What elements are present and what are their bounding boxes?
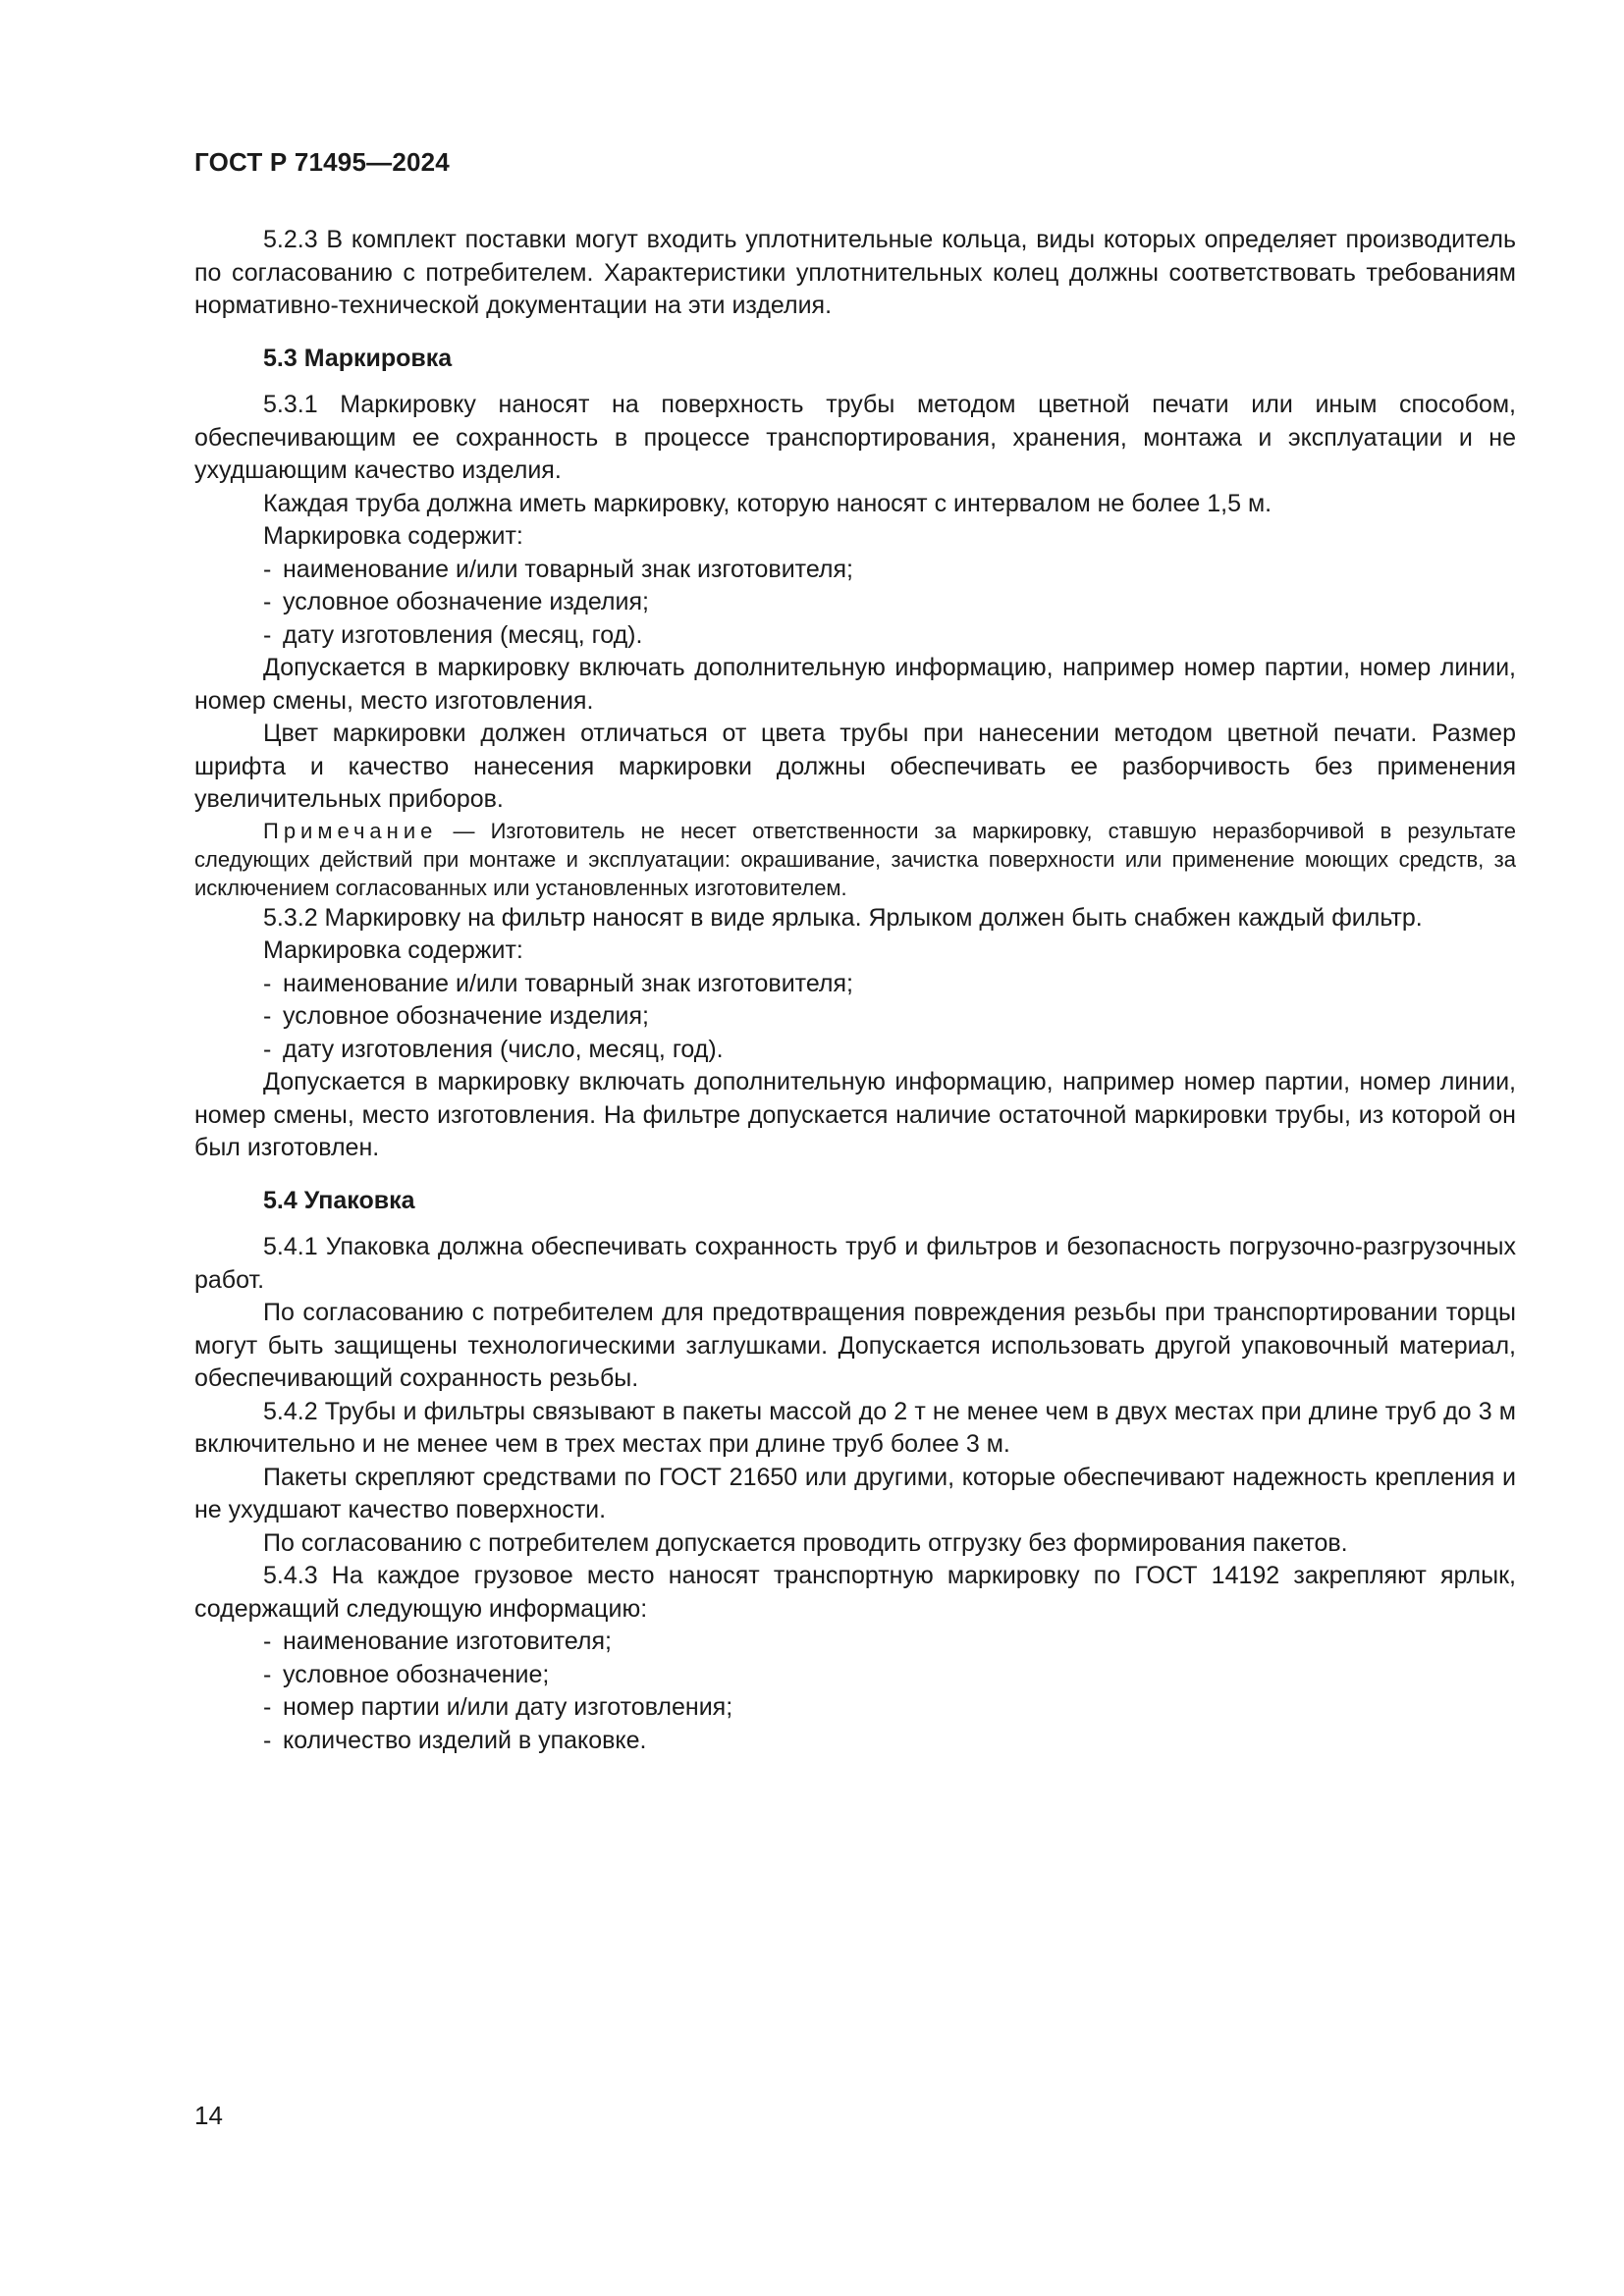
- paragraph-5-4-2-shipping: По согласованию с потребителем допускается проводить отгрузку без формирования пакетов.: [263, 1528, 1348, 1557]
- paragraph-5-4-2: 5.4.2 Трубы и фильтры связывают в пакеты массой до 2 т не менее чем в двух местах при длине труб до 3 м включительно и не менее чем в трех местах при длине труб более 3 м.: [194, 1397, 1516, 1458]
- list-item: - наименование и/или товарный знак изготовителя;: [263, 554, 1516, 587]
- list-item: - количество изделий в упаковке.: [263, 1725, 1516, 1758]
- list-marker: -: [263, 1628, 272, 1655]
- list-marker: -: [263, 969, 272, 997]
- list-item: - условное обозначение изделия;: [263, 586, 1516, 619]
- list-item: - условное обозначение изделия;: [263, 1000, 1516, 1034]
- paragraph-5-4-1-threads: По согласованию с потребителем для предотвращения повреждения резьбы при транспортировании торцы могут быть защищены технологическими заглушками. Допускается использовать другой упаковочный материал, обеспечивающий сохранность резьбы.: [194, 1299, 1516, 1392]
- section-heading-5-4: 5.4 Упаковка: [263, 1186, 415, 1214]
- list-5-3-1: [194, 554, 1516, 653]
- list-marker: -: [263, 1035, 272, 1063]
- list-5-4-3: [194, 1626, 1516, 1757]
- paragraph-5-3-1-additional: Допускается в маркировку включать дополнительную информацию, например номер партии, номер линии, номер смены, место изготовления.: [194, 654, 1516, 715]
- list-item: - дату изготовления (число, месяц, год).: [263, 1034, 1516, 1067]
- paragraph-5-3-1-interval: Каждая труба должна иметь маркировку, которую наносят с интервалом не более 1,5 м.: [263, 489, 1272, 517]
- paragraph-5-4-3: 5.4.3 На каждое грузовое место наносят транспортную маркировку по ГОСТ 14192 закрепляют ярлык, содержащий следующую информацию:: [194, 1562, 1516, 1623]
- paragraph-5-3-1-contents: Маркировка содержит:: [263, 522, 523, 550]
- list-item: - условное обозначение;: [263, 1659, 1516, 1692]
- list-marker: -: [263, 588, 272, 615]
- page-number: 14: [194, 2101, 223, 2130]
- list-marker: -: [263, 1693, 272, 1721]
- list-marker: -: [263, 1002, 272, 1030]
- paragraph-5-3-2-contents: Маркировка содержит:: [263, 936, 523, 964]
- paragraph-5-3-2: 5.3.2 Маркировку на фильтр наносят в виде ярлыка. Ярлыком должен быть снабжен каждый фильтр.: [263, 903, 1423, 932]
- document-header: ГОСТ Р 71495—2024: [194, 147, 450, 177]
- list-marker: -: [263, 555, 272, 583]
- paragraph-5-3-1-color: Цвет маркировки должен отличаться от цвета трубы при нанесении методом цветной печати. Размер шрифта и качество нанесения маркировки должны обеспечивать ее разборчивость без применения увеличительных приборов.: [194, 720, 1516, 813]
- paragraph-5-4-1: 5.4.1 Упаковка должна обеспечивать сохранность труб и фильтров и безопасность погрузочно-разгрузочных работ.: [194, 1233, 1516, 1294]
- note-text: — Изготовитель не несет ответственности за маркировку, ставшую неразборчивой в результате следующих действий при монтаже и эксплуатации: окрашивание, зачистка поверхности или применение моющих средств, за исключением согласованных или установленных изготовителем.: [194, 818, 1516, 900]
- list-item: - дату изготовления (месяц, год).: [263, 619, 1516, 653]
- section-heading-5-3: 5.3 Маркировка: [263, 344, 453, 372]
- note-label: Примечание: [263, 818, 438, 843]
- paragraph-5-3-2-additional: Допускается в маркировку включать дополнительную информацию, например номер партии, номер линии, номер смены, место изготовления. На фильтре допускается наличие остаточной маркировки трубы, из которой он был изготовлен.: [194, 1068, 1516, 1161]
- list-marker: -: [263, 620, 272, 649]
- list-item: - наименование изготовителя;: [263, 1626, 1516, 1659]
- list-marker: -: [263, 1726, 272, 1754]
- list-item: - наименование и/или товарный знак изготовителя;: [263, 968, 1516, 1001]
- list-item: - номер партии и/или дату изготовления;: [263, 1691, 1516, 1725]
- list-5-3-2: [194, 968, 1516, 1067]
- document-body: [194, 224, 1516, 1757]
- paragraph-5-4-2-fastening: Пакеты скрепляют средствами по ГОСТ 21650 или другими, которые обеспечивают надежность крепления и не ухудшают качество поверхности.: [194, 1463, 1516, 1523]
- note: [194, 817, 1516, 902]
- paragraph-5-2-3: 5.2.3 В комплект поставки могут входить уплотнительные кольца, виды которых определяет производитель по согласованию с потребителем. Характеристики уплотнительных колец должны соответствовать требованиям нормативно-технической документации на эти изделия.: [194, 226, 1516, 319]
- list-marker: -: [263, 1660, 272, 1688]
- paragraph-5-3-1: 5.3.1 Маркировку наносят на поверхность трубы методом цветной печати или иным способом, обеспечивающим ее сохранность в процессе транспортирования, хранения, монтажа и эксплуатации и не ухудшающим качество изделия.: [194, 391, 1516, 484]
